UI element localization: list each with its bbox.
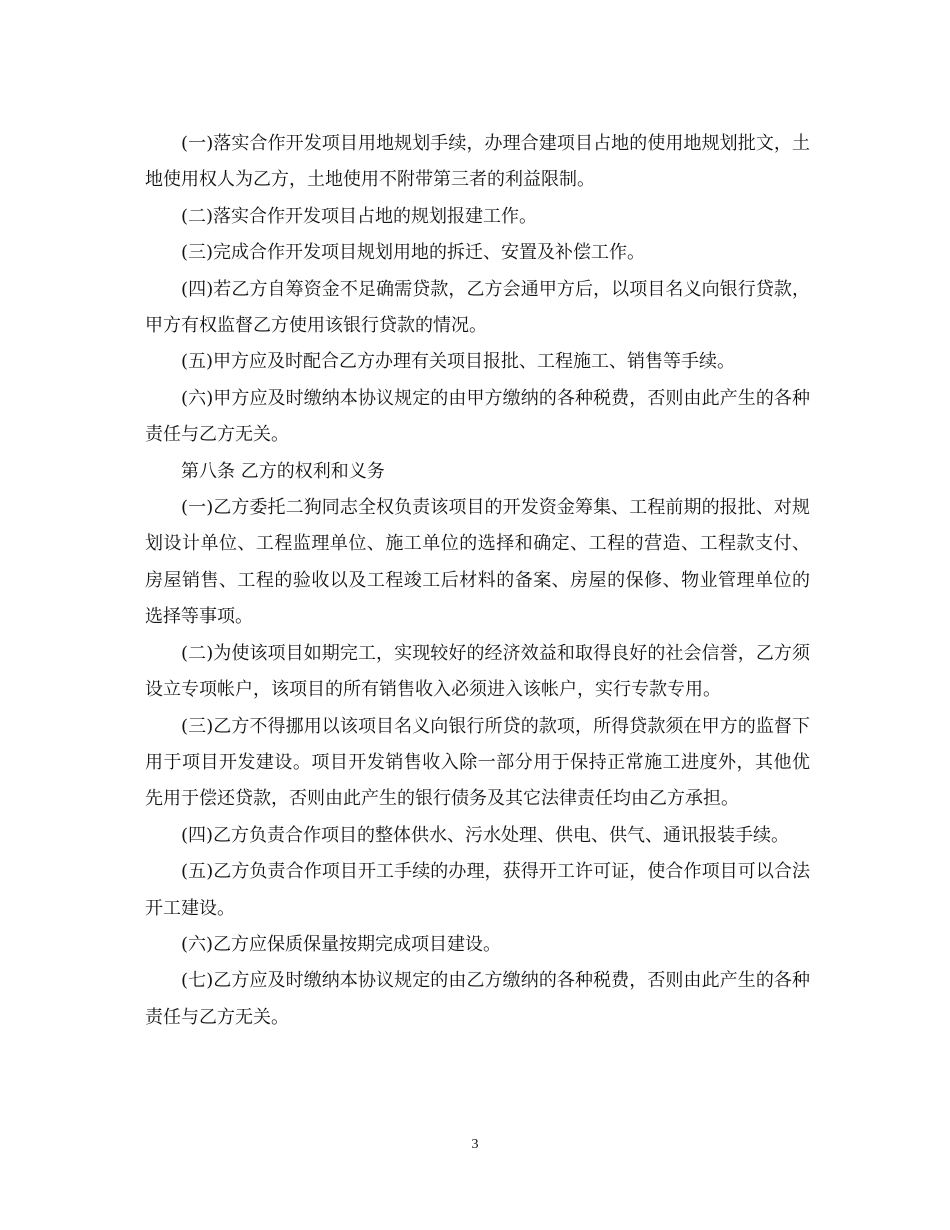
paragraph: (二)为使该项目如期完工，实现较好的经济效益和取得良好的社会信誉，乙方须设立专项帐户，该项目的所有销售收入必须进入该帐户，实行专款专用。 [145, 642, 810, 701]
section-heading: 第八条 乙方的权利和义务 [181, 460, 385, 482]
paragraph: (一)乙方委托二狗同志全权负责该项目的开发资金筹集、工程前期的报批、对规划设计单位、工程监理单位、施工单位的选择和确定、工程的营造、工程款支付、房屋销售、工程的验收以及工程竣工后材料的备案、房屋的保修、物业管理单位的选择等事项。 [145, 497, 810, 628]
paragraph: (三)完成合作开发项目规划用地的拆迁、安置及补偿工作。 [181, 242, 646, 264]
paragraph: (五)甲方应及时配合乙方办理有关项目报批、工程施工、销售等手续。 [181, 351, 736, 373]
paragraph: (七)乙方应及时缴纳本协议规定的由乙方缴纳的各种税费，否则由此产生的各种责任与乙方无关。 [145, 970, 810, 1028]
page-number: 3 [471, 1137, 479, 1152]
paragraph: (六)乙方应保质保量按期完成项目建设。 [181, 933, 502, 955]
paragraph: (三)乙方不得挪用以该项目名义向银行所贷的款项，所得贷款须在甲方的监督下用于项目开发建设。项目开发销售收入除一部分用于保持正常施工进度外，其他优先用于偿还贷款，否则由此产生的银行债务及其它法律责任均由乙方承担。 [145, 715, 810, 810]
paragraph: (五)乙方负责合作项目开工手续的办理，获得开工许可证，使合作项目可以合法开工建设。 [145, 861, 810, 919]
paragraph: (四)若乙方自筹资金不足确需贷款，乙方会通甲方后，以项目名义向银行贷款，甲方有权监督乙方使用该银行贷款的情况。 [145, 278, 810, 337]
paragraph: (六)甲方应及时缴纳本协议规定的由甲方缴纳的各种税费，否则由此产生的各种责任与乙方无关。 [145, 387, 810, 446]
paragraph: (二)落实合作开发项目占地的规划报建工作。 [181, 205, 538, 227]
document-body [145, 126, 810, 1036]
paragraph: (一)落实合作开发项目用地规划手续，办理合建项目占地的使用地规划批文，土地使用权人为乙方，土地使用不附带第三者的利益限制。 [145, 133, 810, 191]
paragraph: (四)乙方负责合作项目的整体供水、污水处理、供电、供气、通讯报装手续。 [181, 824, 790, 846]
